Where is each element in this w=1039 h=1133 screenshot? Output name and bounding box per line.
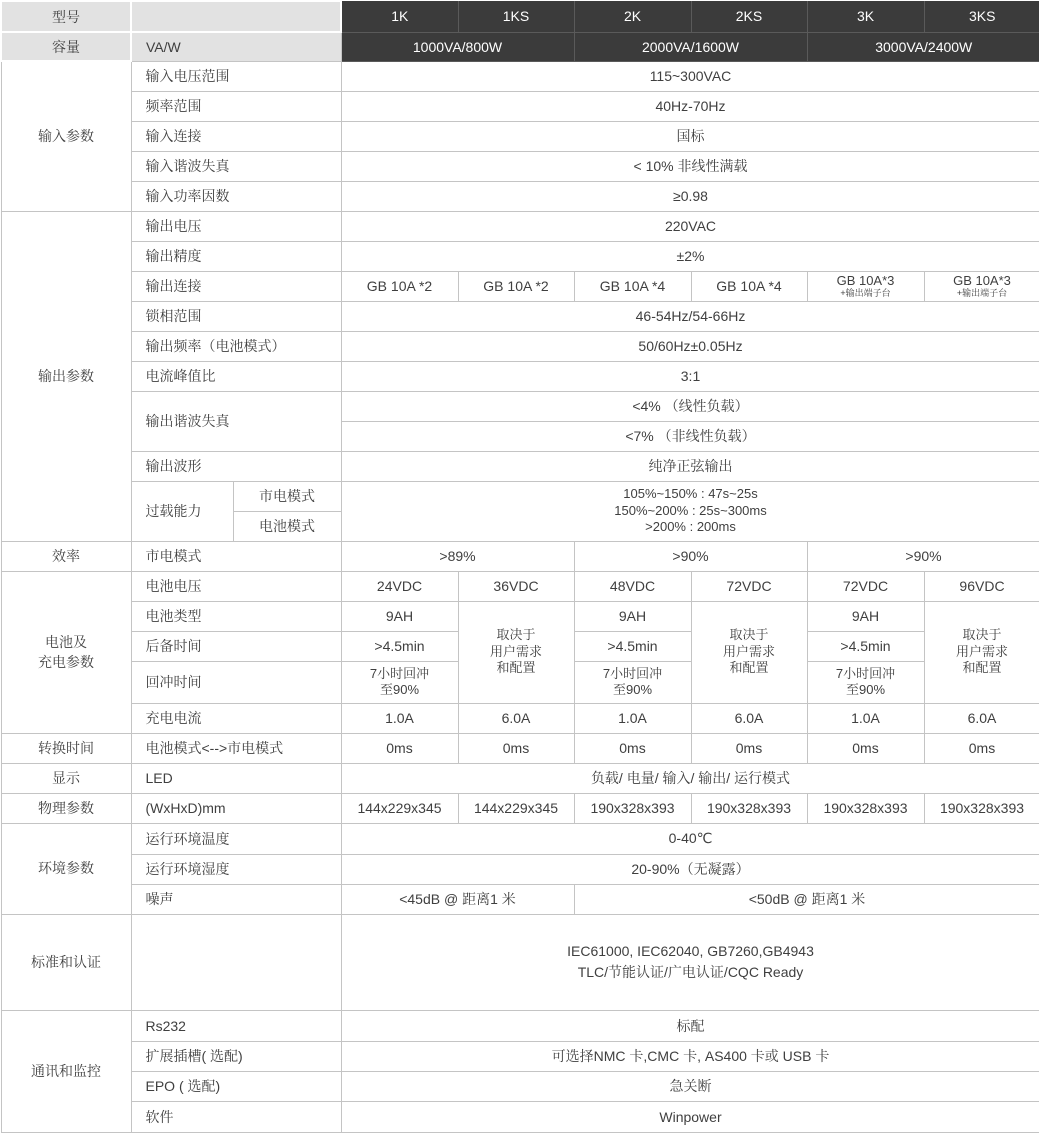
configurable-line: 和配置 [496, 660, 536, 676]
cell-value: 0ms [691, 733, 807, 763]
cell-value: >90% [574, 541, 807, 571]
model-header-2k: 2K [574, 1, 691, 32]
cell-value: 0ms [807, 733, 924, 763]
row-label: 输出波形 [131, 451, 341, 481]
row-label: 软件 [131, 1101, 341, 1132]
input-power-factor-row [1, 181, 1039, 211]
cell-value: >89% [341, 541, 574, 571]
cell-value: 国标 [341, 121, 1039, 151]
capacity-value-2k: 2000VA/1600W [574, 32, 807, 61]
group-communication: 通讯和监控 [1, 1010, 131, 1132]
cell-value: 1.0A [574, 703, 691, 733]
cell-value: 0ms [924, 733, 1039, 763]
model-row-spacer [131, 1, 341, 32]
row-label: 运行环境温度 [131, 823, 341, 854]
overload-mode-battery: 电池模式 [233, 511, 341, 541]
row-label: 电池模式<-->市电模式 [131, 733, 341, 763]
cell-value: 115~300VAC [341, 61, 1039, 91]
row-label: 输出谐波失真 [131, 391, 341, 451]
cell-value: 9AH [574, 601, 691, 631]
cell-value: 急关断 [341, 1071, 1039, 1101]
standards-line-1: IEC61000, IEC62040, GB7260,GB4943 [567, 943, 814, 959]
cell-value: 20-90%（无凝露） [341, 854, 1039, 884]
capacity-unit-label: VA/W [131, 32, 341, 61]
noise-value-1k: <45dB @ 距离1 米 [341, 884, 574, 914]
display-row [1, 763, 1039, 793]
overload-values [341, 481, 1039, 541]
cell-value: 0-40℃ [341, 823, 1039, 854]
cell-value: ≥0.98 [341, 181, 1039, 211]
row-label: 输出电压 [131, 211, 341, 241]
group-environment: 环境参数 [1, 823, 131, 914]
group-output-params: 输出参数 [1, 211, 131, 541]
standards-row [1, 914, 1039, 1010]
phase-lock-range-row [1, 301, 1039, 331]
row-label: 输出频率（电池模式） [131, 331, 341, 361]
cell-value: 可选择NMC 卡,CMC 卡, AS400 卡或 USB 卡 [341, 1041, 1039, 1071]
group-battery-line1: 电池及 [45, 633, 87, 650]
cell-value: 50/60Hz±0.05Hz [341, 331, 1039, 361]
terminal-note: +输出端子台 [840, 287, 891, 298]
cell-value: 6.0A [458, 703, 574, 733]
configurable-line: 取决于 [729, 626, 769, 642]
cell-value: >90% [807, 541, 1039, 571]
model-header-1ks: 1KS [458, 1, 574, 32]
cell-value [807, 661, 924, 703]
row-label: 电池类型 [131, 601, 341, 631]
group-battery-line2: 充电参数 [38, 654, 94, 670]
rs232-row [1, 1010, 1039, 1041]
recharge-line: 7小时回冲 [602, 665, 663, 681]
row-label: 输入连接 [131, 121, 341, 151]
configurable-line: 和配置 [729, 660, 769, 676]
capacity-value-3k: 3000VA/2400W [807, 32, 1039, 61]
environment-noise-row [1, 884, 1039, 914]
configurable-line: 和配置 [962, 660, 1002, 676]
cell-value: 72VDC [807, 571, 924, 601]
physical-row [1, 793, 1039, 823]
cell-value: < 10% 非线性满载 [341, 151, 1039, 181]
cell-value: 24VDC [341, 571, 458, 601]
cell-value: GB 10A *2 [341, 271, 458, 301]
row-label: (WxHxD)mm [131, 793, 341, 823]
cell-value: 9AH [807, 601, 924, 631]
row-label: 输入谐波失真 [131, 151, 341, 181]
row-label: 电流峰值比 [131, 361, 341, 391]
cell-value: 标配 [341, 1010, 1039, 1041]
recharge-line: 至90% [845, 682, 886, 697]
configurable-line: 取决于 [496, 626, 536, 642]
cell-value: GB 10A *4 [691, 271, 807, 301]
cell-value [574, 661, 691, 703]
cell-value: <7% （非线性负载） [341, 421, 1039, 451]
cell-value: 3:1 [341, 361, 1039, 391]
cell-value: 负载/ 电量/ 输入/ 输出/ 运行模式 [341, 763, 1039, 793]
recharge-line: 7小时回冲 [369, 665, 430, 681]
row-label: LED [131, 763, 341, 793]
transfer-time-row [1, 733, 1039, 763]
input-voltage-range-row [1, 61, 1039, 91]
model-row-label: 型号 [1, 1, 131, 32]
battery-mode-frequency-row [1, 331, 1039, 361]
overload-mode-mains: 市电模式 [233, 481, 341, 511]
cell-value: 96VDC [924, 571, 1039, 601]
row-label: 扩展插槽( 选配) [131, 1041, 341, 1071]
row-label: 输出连接 [131, 271, 341, 301]
cell-value: >4.5min [574, 631, 691, 661]
cell-value: 144x229x345 [458, 793, 574, 823]
input-frequency-range-row [1, 91, 1039, 121]
battery-configurable-1ks [458, 601, 574, 703]
battery-configurable-3ks [924, 601, 1039, 703]
cell-value: GB 10A *4 [574, 271, 691, 301]
crest-factor-row [1, 361, 1039, 391]
cell-value: 1.0A [341, 703, 458, 733]
row-label-overload: 过载能力 [131, 481, 233, 541]
row-label: 市电模式 [131, 541, 341, 571]
row-label: 输出精度 [131, 241, 341, 271]
output-connection-row [1, 271, 1039, 301]
model-header-2ks: 2KS [691, 1, 807, 32]
row-label: 后备时间 [131, 631, 341, 661]
efficiency-row [1, 541, 1039, 571]
model-header-3k: 3K [807, 1, 924, 32]
connection-main: GB 10A*3 [836, 273, 895, 289]
model-header-1k: 1K [341, 1, 458, 32]
cell-value: 0ms [574, 733, 691, 763]
software-row [1, 1101, 1039, 1132]
group-transfer-time: 转换时间 [1, 733, 131, 763]
cell-value: 6.0A [691, 703, 807, 733]
cell-value: 0ms [458, 733, 574, 763]
output-waveform-row [1, 451, 1039, 481]
cell-value [924, 271, 1039, 301]
overload-mains-row [1, 481, 1039, 511]
cell-value: 144x229x345 [341, 793, 458, 823]
output-harmonic-linear-row [1, 391, 1039, 421]
cell-value: 40Hz-70Hz [341, 91, 1039, 121]
configurable-line: 用户需求 [955, 643, 1008, 659]
terminal-note: +输出端子台 [956, 287, 1008, 298]
cell-value: 1.0A [807, 703, 924, 733]
cell-value: 6.0A [924, 703, 1039, 733]
standards-line-2: TLC/节能认证/广电认证/CQC Ready [577, 964, 804, 980]
epo-row [1, 1071, 1039, 1101]
row-label: 电池电压 [131, 571, 341, 601]
cell-value: ±2% [341, 241, 1039, 271]
cell-value: GB 10A *2 [458, 271, 574, 301]
noise-value-2k3k: <50dB @ 距离1 米 [574, 884, 1039, 914]
cell-value: Winpower [341, 1101, 1039, 1132]
standards-label-spacer [131, 914, 341, 1010]
input-harmonic-distortion-row [1, 151, 1039, 181]
environment-temperature-row [1, 823, 1039, 854]
cell-value: 190x328x393 [807, 793, 924, 823]
standards-values [341, 914, 1039, 1010]
group-physical: 物理参数 [1, 793, 131, 823]
configurable-line: 取决于 [962, 626, 1002, 642]
row-label: 回冲时间 [131, 661, 341, 703]
cell-value [807, 271, 924, 301]
group-input-params: 输入参数 [1, 61, 131, 211]
cell-value: <4% （线性负载） [341, 391, 1039, 421]
row-label: 输入功率因数 [131, 181, 341, 211]
cell-value: 36VDC [458, 571, 574, 601]
charge-current-row [1, 703, 1039, 733]
row-label: Rs232 [131, 1010, 341, 1041]
cell-value: 46-54Hz/54-66Hz [341, 301, 1039, 331]
row-label: 频率范围 [131, 91, 341, 121]
model-header-row [1, 1, 1039, 32]
cell-value: 48VDC [574, 571, 691, 601]
cell-value: 220VAC [341, 211, 1039, 241]
group-display: 显示 [1, 763, 131, 793]
cell-value: >4.5min [807, 631, 924, 661]
cell-value: 9AH [341, 601, 458, 631]
group-battery [1, 571, 131, 733]
capacity-value-1k: 1000VA/800W [341, 32, 574, 61]
expansion-slot-row [1, 1041, 1039, 1071]
overload-line-1: 105%~150% : 47s~25s [623, 485, 758, 501]
cell-value [341, 661, 458, 703]
recharge-line: 7小时回冲 [835, 665, 896, 681]
configurable-line: 用户需求 [722, 643, 775, 659]
row-label: EPO ( 选配) [131, 1071, 341, 1101]
battery-voltage-row [1, 571, 1039, 601]
row-label: 噪声 [131, 884, 341, 914]
group-standards: 标准和认证 [1, 914, 131, 1010]
cell-value: 0ms [341, 733, 458, 763]
environment-humidity-row [1, 854, 1039, 884]
cell-value: 190x328x393 [924, 793, 1039, 823]
battery-configurable-2ks [691, 601, 807, 703]
cell-value: 纯净正弦输出 [341, 451, 1039, 481]
cell-value: 190x328x393 [691, 793, 807, 823]
recharge-line: 至90% [379, 682, 420, 697]
cell-value: 190x328x393 [574, 793, 691, 823]
overload-line-2: 150%~200% : 25s~300ms [614, 502, 767, 518]
output-precision-row [1, 241, 1039, 271]
overload-line-3: >200% : 200ms [645, 519, 736, 535]
row-label: 输入电压范围 [131, 61, 341, 91]
row-label: 运行环境湿度 [131, 854, 341, 884]
connection-main: GB 10A*3 [953, 273, 1011, 289]
capacity-header-row [1, 32, 1039, 61]
row-label: 充电电流 [131, 703, 341, 733]
model-header-3ks: 3KS [924, 1, 1039, 32]
battery-type-row [1, 601, 1039, 631]
input-connection-row [1, 121, 1039, 151]
group-efficiency: 效率 [1, 541, 131, 571]
row-label: 锁相范围 [131, 301, 341, 331]
recharge-line: 至90% [612, 682, 653, 697]
cell-value: 72VDC [691, 571, 807, 601]
output-voltage-row [1, 211, 1039, 241]
cell-value: >4.5min [341, 631, 458, 661]
capacity-row-label: 容量 [1, 32, 131, 61]
configurable-line: 用户需求 [489, 643, 542, 659]
